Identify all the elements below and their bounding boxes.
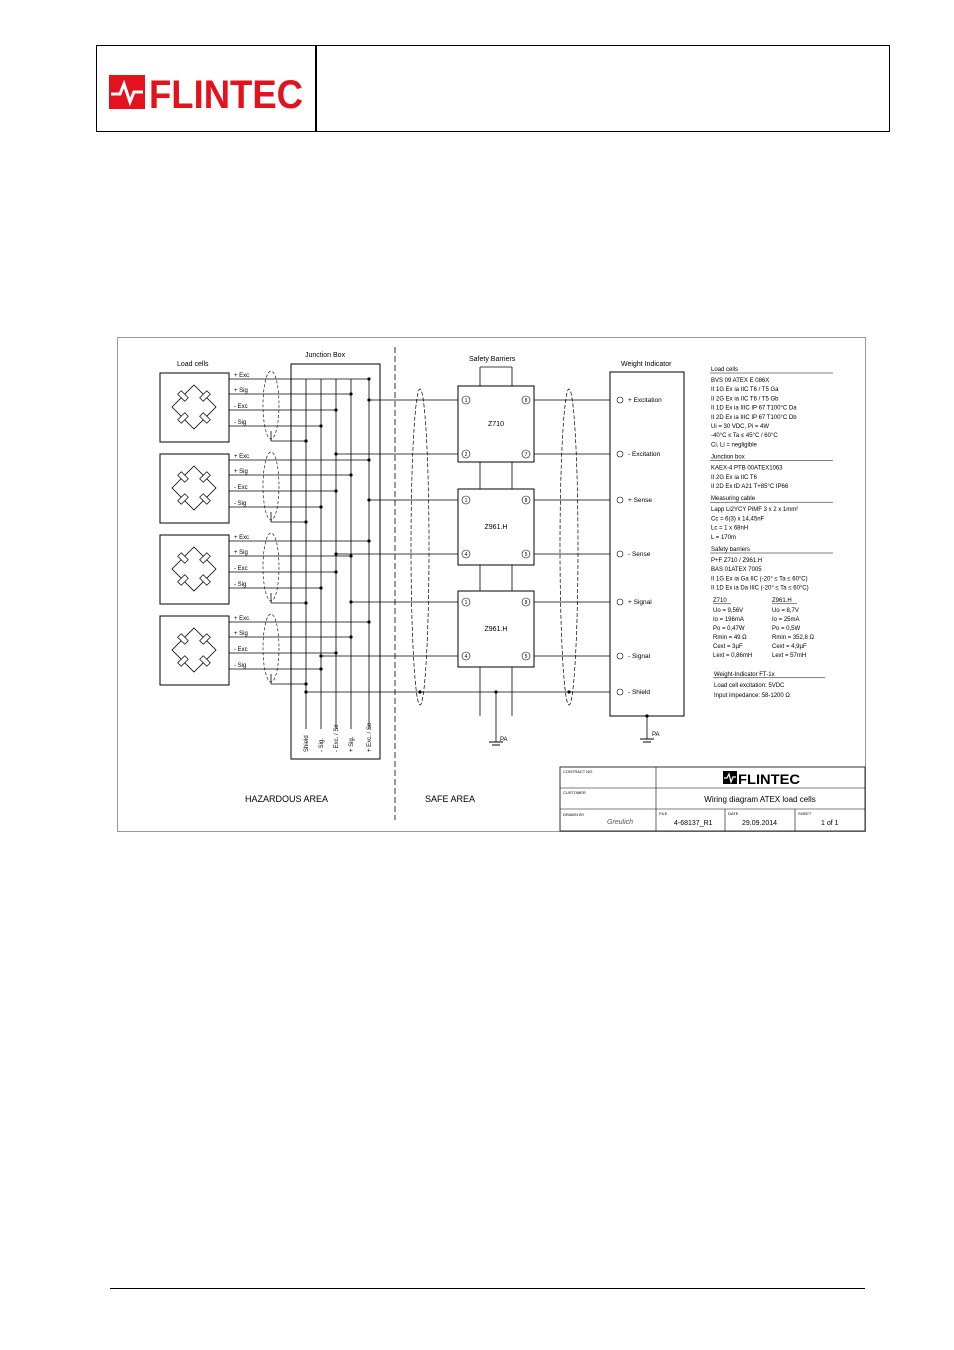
spec-col1-line: Lext = 0,86mH [713, 652, 753, 659]
load-cell-box [160, 454, 229, 523]
barrier-pin-number: 8 [524, 600, 528, 607]
load-cell-pin-label: + Exc [234, 616, 250, 622]
bridge-icon [172, 628, 216, 672]
tb-file-value: 4-68137_R1 [674, 820, 713, 827]
spec-col2-line: Cext = 4,9µF [772, 643, 807, 650]
indicator-terminal [617, 653, 623, 659]
spec-col-title: Z961.H [772, 597, 792, 604]
bridge-icon [172, 385, 216, 429]
barrier-pin-number: 8 [524, 498, 528, 505]
header-divider [315, 46, 317, 131]
spec-col1-line: Cext = 3µF [713, 643, 743, 650]
indicator-terminal-label: + Signal [628, 599, 652, 606]
shield-junction [418, 690, 421, 693]
load-cell-pin-label: - Sig [234, 582, 247, 588]
spec-line-measuring-cable: Lc = 1 x 68nH [711, 525, 749, 532]
cell-shield [263, 533, 279, 601]
spec-line-junction-box: II 2D Ex tD A21 T+85°C IP66 [711, 484, 789, 490]
spec-title-weight-indicator: Weight-Indicator FT-1x [714, 671, 775, 678]
spec-line-load-cells: II 1G Ex ia IIC T6 / T5 Ga [711, 387, 779, 394]
barrier-pin-number: 2 [464, 452, 468, 459]
jb-terminal-label: - Sig. [319, 737, 325, 752]
spec-title-measuring-cable: Measuring cable [711, 496, 756, 503]
barrier-pin-number: 7 [524, 452, 528, 459]
ground-label: PA [652, 732, 660, 738]
cell-shield [263, 614, 279, 682]
tb-contract-label: CONTRACT NO. [563, 769, 594, 774]
load-cell-pin-label: + Sig [234, 388, 248, 394]
spec-line-measuring-cable: Cc = 6(3) x 14,45nF [711, 516, 765, 523]
indicator-terminal [617, 397, 623, 403]
indicator-terminal [617, 599, 623, 605]
load-cell-pin-label: + Sig [234, 469, 248, 475]
jb-terminal-label: + Sig. [349, 736, 355, 752]
indicator-terminal [617, 451, 623, 457]
barrier-pin-number: 1 [464, 398, 468, 405]
load-cell-pin-label: + Exc [234, 454, 250, 460]
barrier-pin-number: 4 [464, 552, 468, 559]
spec-line-load-cells: Ui = 30 VDC, Pi = 4W [711, 424, 770, 430]
barrier-model: Z961.H [484, 524, 508, 531]
bus-junction [334, 452, 337, 455]
spec-title-load-cells: Load cells [711, 367, 739, 373]
load-cell-pin-label: - Exc [234, 404, 248, 410]
tb-drawn-label: DRAWN BY [563, 812, 585, 817]
bus-junction [367, 398, 370, 401]
spec-col1-line: Uo = 9,56V [713, 607, 744, 614]
load-cell-pin-label: + Sig [234, 550, 248, 556]
indicator-terminal [617, 497, 623, 503]
bridge-icon [172, 547, 216, 591]
specifications [710, 367, 833, 699]
indicator-terminal-label: + Sense [628, 497, 653, 504]
spec-line-load-cells: -40°C ≤ Ta ≤ 45°C / 60°C [711, 433, 778, 440]
tb-drawn-value: Greulich [607, 819, 634, 826]
spec-line-weight-indicator: Load cell excitation: 5VDC [714, 682, 785, 689]
weight-indicator-outline [610, 372, 684, 716]
barrier-pin-number: 1 [464, 600, 468, 607]
spec-title-safety-barriers: Safety barriers [711, 547, 751, 553]
spec-title-junction-box: Junction box [711, 454, 745, 461]
cable-shield-safe [560, 389, 578, 705]
bus-junction [334, 552, 337, 555]
barrier-model: Z961.H [484, 626, 508, 633]
indicator-terminal-label: - Shield [628, 689, 651, 696]
barrier-model: Z710 [488, 421, 504, 428]
spec-col1-line: Io = 196mA [713, 616, 744, 623]
heading-safety-barriers: Safety Barriers [469, 356, 516, 363]
spec-col1-line: Po = 0,47W [713, 625, 745, 632]
wires [229, 377, 654, 745]
load-cell-box [160, 373, 229, 442]
barrier-pin-number: 4 [464, 654, 468, 661]
tb-date-label: DATE [728, 811, 739, 816]
load-cell-box [160, 535, 229, 604]
jb-terminal-label: Shield [304, 735, 310, 752]
tb-sheet-value: 1 of 1 [821, 820, 839, 827]
heading-load-cells: Load cells [177, 361, 209, 368]
spec-col-title: Z710 [713, 597, 727, 604]
load-cell-pin-label: - Sig [234, 501, 247, 507]
barrier-pin-number: 8 [524, 398, 528, 405]
tb-file-label: FILE [659, 811, 668, 816]
load-cell-pin-label: - Sig [234, 420, 247, 426]
load-cell-pin-label: + Sig [234, 631, 248, 637]
bridge-icon [172, 466, 216, 510]
flintec-logo [109, 72, 305, 112]
spec-line-safety-barriers: II 1D Ex ia Da IIIC (-20° ≤ Ta ≤ 60°C) [711, 585, 809, 592]
load-cell-pin-label: - Exc [234, 647, 248, 653]
cell-shield [263, 452, 279, 520]
bus-junction [349, 600, 352, 603]
indicator-terminal [617, 689, 623, 695]
tb-sheet-label: SHEET [798, 811, 812, 816]
junction-box-outline [291, 364, 380, 759]
load-cells [160, 371, 279, 685]
spec-col2-line: Rmin = 352,8 Ω [772, 634, 815, 641]
spec-line-load-cells: II 2D Ex ia IIIC IP 67 T100°C Db [711, 414, 797, 421]
heading-weight-indicator: Weight Indicator [621, 361, 672, 368]
bus-junction [319, 654, 322, 657]
load-cell-box [160, 616, 229, 685]
load-cell-pin-label: + Exc [234, 535, 250, 541]
load-cell-pin-label: - Exc [234, 485, 248, 491]
spec-line-load-cells: II 2G Ex ia IIC T6 / T5 Gb [711, 396, 779, 403]
indicator-terminal [617, 551, 623, 557]
spec-col2-line: Uo = 8,7V [772, 607, 799, 614]
spec-line-safety-barriers: P+F Z710 / Z961.H [711, 558, 763, 564]
spec-line-measuring-cable: L = 170m [711, 534, 736, 541]
cable-shield-hazardous [411, 389, 429, 705]
bus-junction [367, 498, 370, 501]
barrier-pin-number: 5 [524, 552, 528, 559]
hazardous-area-label: HAZARDOUS AREA [245, 794, 329, 804]
spec-line-measuring-cable: Lapp Li2YCY PiMF 3 x 2 x 1mm² [711, 507, 799, 514]
load-cell-pin-label: - Exc [234, 566, 248, 572]
tb-logo-wordmark: FLINTEC [738, 771, 800, 787]
indicator-terminal-label: + Excitation [628, 397, 662, 404]
barrier-pin-number: 5 [524, 654, 528, 661]
spec-line-safety-barriers: BAS 01ATEX 7005 [711, 567, 762, 574]
heading-junction-box: Junction Box [305, 352, 346, 359]
jb-terminal-label: - Exc. / Se [334, 724, 340, 752]
footer-rule [110, 1288, 865, 1289]
diagram-labels [177, 352, 672, 804]
spec-line-load-cells: II 1D Ex ia IIIC IP 67 T100°C Da [711, 405, 797, 412]
tb-date-value: 29.09.2014 [742, 820, 778, 827]
shield-junction [567, 690, 570, 693]
safe-area-label: SAFE AREA [425, 794, 476, 804]
spec-col2-line: Lext = 57mH [772, 652, 807, 659]
logo-wordmark: FLINTEC [149, 73, 303, 112]
document-header [96, 45, 890, 132]
jb-terminal-label: + Exc. / Se [367, 722, 373, 752]
spec-line-junction-box: KAEX-4 PTB 00ATEX1063 [711, 465, 783, 472]
barrier-pin-number: 1 [464, 498, 468, 505]
indicator-terminal-label: - Signal [628, 653, 651, 660]
spec-line-safety-barriers: II 1G Ex ia Ga IIC (-20° ≤ Ta ≤ 60°C) [711, 576, 808, 583]
bus-junction [304, 690, 307, 693]
indicator-terminal-label: - Sense [628, 551, 651, 558]
tb-customer-label: CUSTOMER [563, 790, 586, 795]
indicator-terminal-label: - Excitation [628, 451, 661, 458]
spec-line-load-cells: BVS 09 ATEX E 086X [711, 378, 770, 384]
spec-col1-line: Rmin = 49 Ω [713, 634, 747, 641]
spec-line-load-cells: Ci, Li = negligible [711, 442, 757, 449]
title-block [560, 767, 865, 831]
spec-line-weight-indicator: Input impedance: 58-1200 Ω [714, 692, 790, 699]
spec-col2-line: Io = 25mA [772, 616, 800, 623]
spec-col2-line: Po = 0,5W [772, 625, 801, 632]
load-cell-pin-label: + Exc [234, 373, 250, 379]
spec-line-junction-box: II 2G Ex ia IIC T6 [711, 474, 757, 481]
wiring-diagram [117, 337, 866, 832]
tb-drawing-title: Wiring diagram ATEX load cells [704, 795, 816, 804]
ground-label: PA [500, 737, 508, 743]
cell-shield [263, 371, 279, 439]
load-cell-pin-label: - Sig [234, 663, 247, 669]
